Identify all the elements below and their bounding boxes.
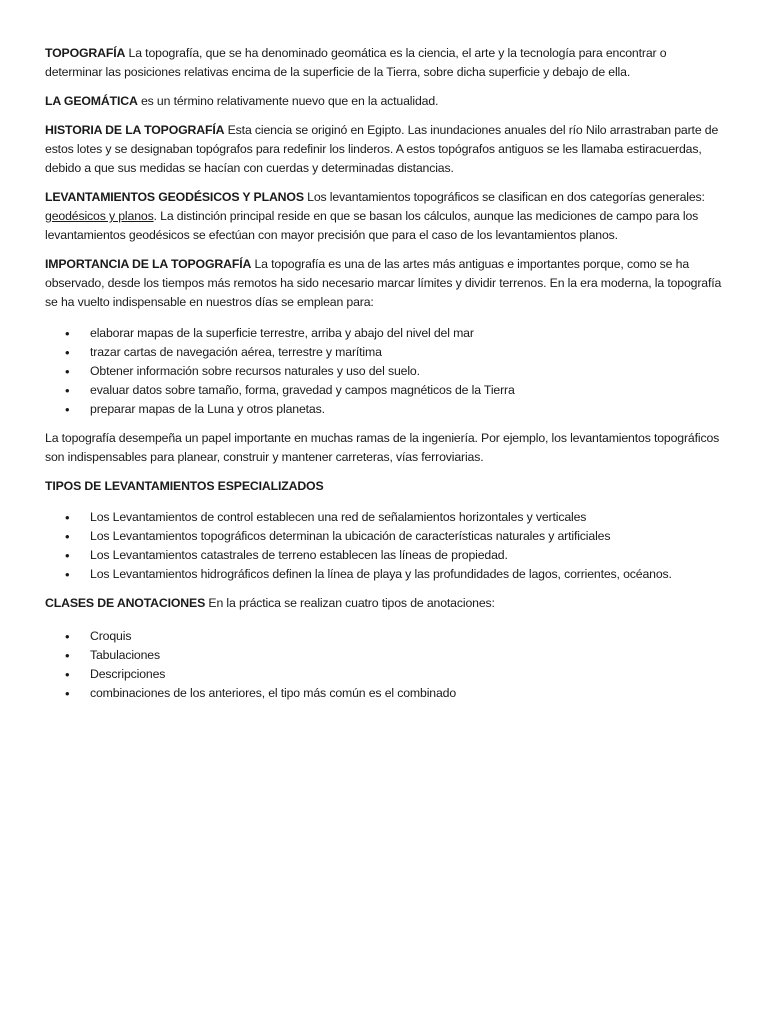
paragraph-topografia bbox=[45, 44, 725, 82]
heading-geomatica: LA GEOMÁTICA bbox=[45, 94, 138, 108]
list-item bbox=[45, 684, 725, 703]
paragraph-historia bbox=[45, 121, 725, 178]
heading-clases: CLASES DE ANOTACIONES bbox=[45, 596, 206, 610]
text-importancia: La topografía es una de las artes más antiguas e importantes porque, como se ha observado, desde los tiempos más remotos ha sido necesario marcar límites y dividir terrenos. En la era moderna, la topografía se ha vuelto indispensable en nuestros días se emplean para: bbox=[45, 257, 722, 309]
text-historia: Esta ciencia se originó en Egipto. Las inundaciones anuales del río Nilo arrastraban parte de estos lotes y se designaban topógrafos para redefinir los linderos. A estos topógrafos antiguos se les llamaba estiracuerdas, debido a que sus medidas se hacían con cuerdas y determinadas distancias. bbox=[45, 123, 719, 175]
text-geomatica: es un término relativamente nuevo que en la actualidad. bbox=[137, 94, 439, 108]
list-item-text: Obtener información sobre recursos naturales y uso del suelo. bbox=[90, 364, 420, 378]
bullet-icon: • bbox=[65, 383, 70, 398]
bullet-icon: • bbox=[65, 648, 70, 663]
list-item-text: elaborar mapas de la superficie terrestre, arriba y abajo del nivel del mar bbox=[90, 326, 474, 340]
text-clases: En la práctica se realizan cuatro tipos de anotaciones: bbox=[205, 596, 495, 610]
list-item bbox=[45, 400, 725, 419]
bullet-icon: • bbox=[65, 326, 70, 341]
bullet-icon: • bbox=[65, 686, 70, 701]
list-item bbox=[45, 646, 725, 665]
list-item bbox=[45, 324, 725, 343]
paragraph-geomatica bbox=[45, 92, 725, 111]
list-item-text: Croquis bbox=[90, 629, 132, 643]
paragraph-levantamientos bbox=[45, 188, 725, 245]
list-item bbox=[45, 508, 725, 527]
text-topografia: La topografía, que se ha denominado geomática es la ciencia, el arte y la tecnología para encontrar o determinar las posiciones relativas encima de la superficie de la Tierra, sobre dicha superficie y debajo de ella. bbox=[45, 46, 667, 79]
bullet-icon: • bbox=[65, 529, 70, 544]
list-item-text: Los Levantamientos de control establecen una red de señalamientos horizontales y verticales bbox=[90, 510, 587, 524]
heading-historia: HISTORIA DE LA TOPOGRAFÍA bbox=[45, 123, 225, 137]
text-levantamientos-b: . La distinción principal reside en que se basan los cálculos, aunque las mediciones de campo para los levantamientos geodésicos se efectúan con mayor precisión que para el caso de los levantamientos planos. bbox=[45, 209, 699, 242]
list-item bbox=[45, 527, 725, 546]
list-item-text: Los Levantamientos topográficos determinan la ubicación de características naturales y artificiales bbox=[90, 529, 611, 543]
list-tipos bbox=[45, 508, 725, 584]
list-item bbox=[45, 546, 725, 565]
bullet-icon: • bbox=[65, 345, 70, 360]
list-clases bbox=[45, 627, 725, 703]
list-importancia bbox=[45, 324, 725, 419]
list-item-text: Descripciones bbox=[90, 667, 166, 681]
underlined-geodesicos: geodésicos y planos bbox=[45, 209, 154, 223]
paragraph-clases bbox=[45, 594, 725, 613]
list-item bbox=[45, 381, 725, 400]
list-item-text: Los Levantamientos catastrales de terreno establecen las líneas de propiedad. bbox=[90, 548, 508, 562]
heading-levantamientos: LEVANTAMIENTOS GEODÉSICOS Y PLANOS bbox=[45, 190, 304, 204]
list-item bbox=[45, 343, 725, 362]
heading-tipos: TIPOS DE LEVANTAMIENTOS ESPECIALIZADOS bbox=[45, 479, 324, 493]
bullet-icon: • bbox=[65, 567, 70, 582]
bullet-icon: • bbox=[65, 667, 70, 682]
list-item-text: preparar mapas de la Luna y otros planetas. bbox=[90, 402, 325, 416]
bullet-icon: • bbox=[65, 364, 70, 379]
list-item-text: evaluar datos sobre tamaño, forma, gravedad y campos magnéticos de la Tierra bbox=[90, 383, 515, 397]
text-levantamientos-a: Los levantamientos topográficos se clasifican en dos categorías generales: bbox=[303, 190, 705, 204]
bullet-icon: • bbox=[65, 548, 70, 563]
paragraph-ingenieria bbox=[45, 429, 725, 467]
list-item bbox=[45, 565, 725, 584]
paragraph-tipos bbox=[45, 477, 725, 496]
document-page bbox=[45, 44, 725, 713]
heading-importancia: IMPORTANCIA DE LA TOPOGRAFÍA bbox=[45, 257, 252, 271]
list-item-text: Tabulaciones bbox=[90, 648, 160, 662]
text-ingenieria: La topografía desempeña un papel importante en muchas ramas de la ingeniería. Por ejemplo, los levantamientos topográficos son indispensables para planear, construir y mantener carreteras, vías ferroviarias. bbox=[45, 431, 720, 464]
bullet-icon: • bbox=[65, 402, 70, 417]
paragraph-importancia bbox=[45, 255, 725, 312]
list-item bbox=[45, 362, 725, 381]
list-item-text: trazar cartas de navegación aérea, terrestre y marítima bbox=[90, 345, 382, 359]
list-item-text: combinaciones de los anteriores, el tipo más común es el combinado bbox=[90, 686, 457, 700]
list-item-text: Los Levantamientos hidrográficos definen la línea de playa y las profundidades de lagos, corrientes, océanos. bbox=[90, 567, 672, 581]
heading-topografia: TOPOGRAFÍA bbox=[45, 46, 126, 60]
bullet-icon: • bbox=[65, 629, 70, 644]
list-item bbox=[45, 665, 725, 684]
list-item bbox=[45, 627, 725, 646]
bullet-icon: • bbox=[65, 510, 70, 525]
